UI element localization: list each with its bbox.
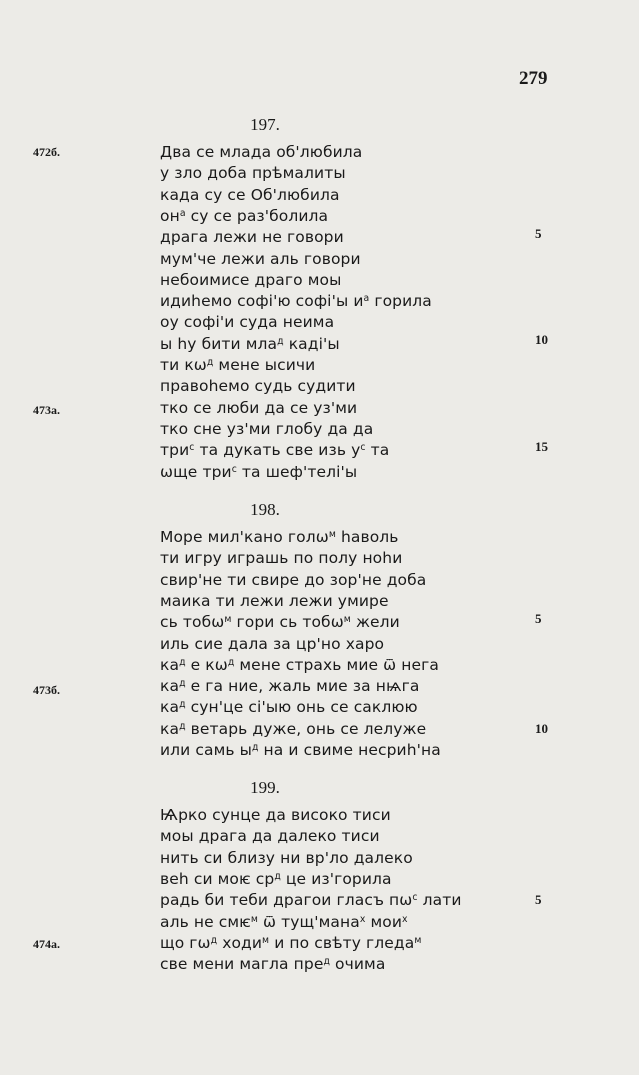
verse-line: све мени магла пре$^д$ очима xyxy=(160,955,386,974)
verse-line: веһ си моѥ $ср^д$ це из'горила xyxy=(160,869,392,888)
margin-reference: 473б. xyxy=(33,683,60,697)
verse-line: мум'че лежи аль говори xyxy=(160,249,361,268)
verse-line: ти $кѡ^д$ мене ысичи xyxy=(160,356,316,374)
verse-line: радь би теби драгои гласъ $пѡ^с$ лати xyxy=(160,891,462,910)
verse-line: правоһемо судь судити xyxy=(160,377,356,396)
verse-line: нить си близу ни вр'ло далеко xyxy=(160,848,413,867)
verse-line: Два се млада об'любила xyxy=(160,143,363,161)
verse-line: тко сне уз'ми глобу да да xyxy=(160,419,374,438)
verse-line: $он^а$ су се раз'болила xyxy=(160,206,329,225)
verse-line: тко се люби да се уз'ми xyxy=(160,398,358,417)
line-number: 5 xyxy=(535,611,542,626)
verse-line: моы драга да далеко тиси xyxy=(160,827,380,846)
verse-line: Море мил'кано голѡ$^м$ һаволь xyxy=(160,528,399,546)
verse-line: що $гѡ^д$ ходи$^м$ и по свѣту гледа$^м$ xyxy=(160,933,422,952)
verse-line: свир'не ти свире до зор'не доба xyxy=(160,570,427,589)
verse-line: $ка^д$ ветарь дуже, онь се лелуже xyxy=(160,719,427,738)
verse-line: $ка^д$ сун'це сі'ыю онь се саклюю xyxy=(160,698,418,717)
verse-line: маика ти лежи лежи умире xyxy=(160,591,389,610)
margin-reference: 474а. xyxy=(33,937,60,951)
page-number: 279 xyxy=(519,68,548,89)
line-number: 10 xyxy=(535,721,548,736)
line-number: 10 xyxy=(535,332,548,347)
verse-line: иль сие дала за цр'но харо xyxy=(160,634,385,653)
verse-line: небоимисе драго моы xyxy=(160,270,342,289)
poem-number: 198. xyxy=(250,500,280,519)
verse-line: $ка^д$ е га ние, жаль мие за нѩга xyxy=(160,677,420,696)
margin-reference: 472б. xyxy=(33,145,60,159)
verse-line: $ка^д$ е $кѡ^д$ мене страхь мие ѿ нега xyxy=(160,655,439,674)
verse-line: драга лежи не говори xyxy=(160,228,344,247)
verse-line: оу софі'и суда неима xyxy=(160,313,335,332)
verse-line: ѡще три$^с$ та шеф'телі'ы xyxy=(160,462,358,481)
verse-line: ти игру играшь по полу ноһи xyxy=(160,549,403,568)
verse-line: аль не смѥ$^м$ ѿ тущ'мана$^х$ мои$^х$ xyxy=(160,912,408,931)
verse-line: ы һу бити мла$^д$ каді'ы xyxy=(160,334,340,353)
line-number: 15 xyxy=(535,439,548,454)
verse-line: у зло доба прѣмалиты xyxy=(160,164,346,183)
verse-line: Ѩрко сунце да високо тиси xyxy=(160,806,391,824)
line-number: 5 xyxy=(535,892,542,907)
verse-line: или самь $ы^д$ на и свиме несриһ'на xyxy=(160,741,441,759)
poem-number: 197. xyxy=(250,115,280,134)
verse-line: сь тобѡ$^м$ гори сь тобѡ$^м$ жели xyxy=(160,613,400,632)
verse-line: када су се Об'любила xyxy=(160,185,340,204)
verse-line: три$^с$ та дукать све изь $у^с$ та xyxy=(160,441,390,460)
verse-line: идиһемо софі'ю софі'ы $и^а$ горила xyxy=(160,292,432,311)
poem-number: 199. xyxy=(250,778,280,797)
line-number: 5 xyxy=(535,226,542,241)
margin-reference: 473а. xyxy=(33,403,60,417)
